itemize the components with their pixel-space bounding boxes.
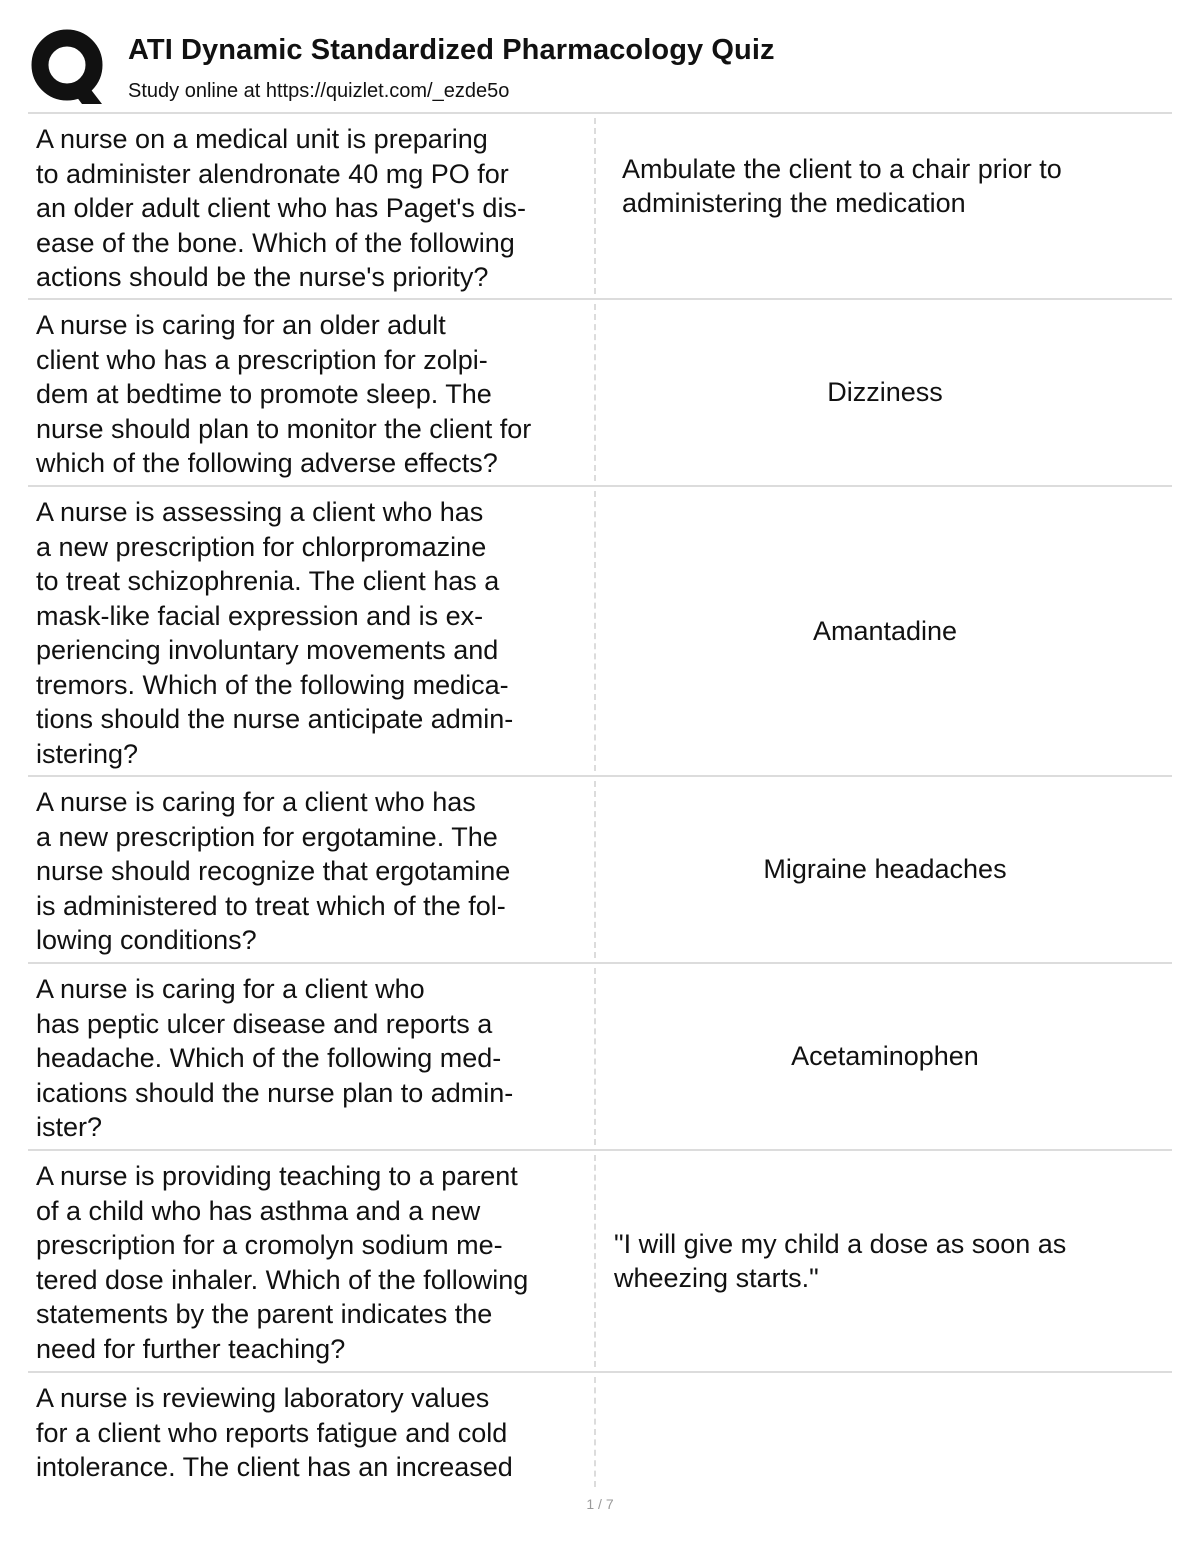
study-link[interactable]: Study online at https://quizlet.com/_ezde5o [128,80,510,102]
card-answer [596,777,1172,962]
card-answer-text: Ambulate the client to a chair prior to administering the medication [622,153,1062,218]
card-question: A nurse is caring for a client who has a new prescription for ergotamine. The nurse should recognize that ergotamine is administered to treat which of the fol- lowing conditions? [28,781,596,958]
flashcard-list [28,114,1172,1491]
card-question: A nurse is assessing a client who has a new prescription for chlorpromazine to treat schizophrenia. The client has a mask-like facial expression and is ex- periencing involuntary movements and tremors. Which of the following medica- tions should the nurse anticipate admin- istering? [28,491,596,771]
card-answer [596,964,1172,1149]
card-question: A nurse is caring for a client who has peptic ulcer disease and reports a headache. Which of the following med- ications should the nurse plan to admin- ister? [28,968,596,1145]
flashcard-row [28,777,1172,964]
flashcard-row [28,964,1172,1151]
page-header [30,28,1170,108]
card-question: A nurse on a medical unit is preparing to administer alendronate 40 mg PO for an older adult client who has Paget's dis- ease of the bone. Which of the following actions should be the nurse's priority? [28,118,596,294]
card-question: A nurse is reviewing laboratory values for a client who reports fatigue and cold intolerance. The client has an increased [28,1377,596,1487]
card-answer [596,300,1172,485]
card-answer-text: Dizziness [827,377,943,408]
flashcard-row [28,114,1172,300]
flashcard-row [28,1373,1172,1491]
card-answer [596,114,1172,298]
card-answer-text: Amantadine [812,615,958,646]
page-title: ATI Dynamic Standardized Pharmacology Quiz [128,34,775,66]
card-answer [596,1151,1172,1371]
card-answer [596,487,1172,775]
card-answer-text: "I will give my child a dose as soon as wheezing starts." [614,1228,1067,1293]
card-answer-text: Migraine headaches [763,854,1007,885]
flashcard-row [28,300,1172,487]
card-answer-text: Acetaminophen [791,1041,979,1072]
card-question: A nurse is caring for an older adult client who has a prescription for zolpi- dem at bedtime to promote sleep. The nurse should plan to monitor the client for which of the following adverse effects? [28,304,596,481]
page-number: 1 / 7 [586,1496,614,1512]
flashcard-row [28,487,1172,777]
flashcard-row [28,1151,1172,1373]
card-question: A nurse is providing teaching to a parent of a child who has asthma and a new prescription for a cromolyn sodium me- tered dose inhaler. Which of the following statements by the parent indicates the need for further teaching? [28,1155,596,1367]
quizlet-q-logo-icon [30,28,108,106]
card-answer [596,1373,1172,1491]
